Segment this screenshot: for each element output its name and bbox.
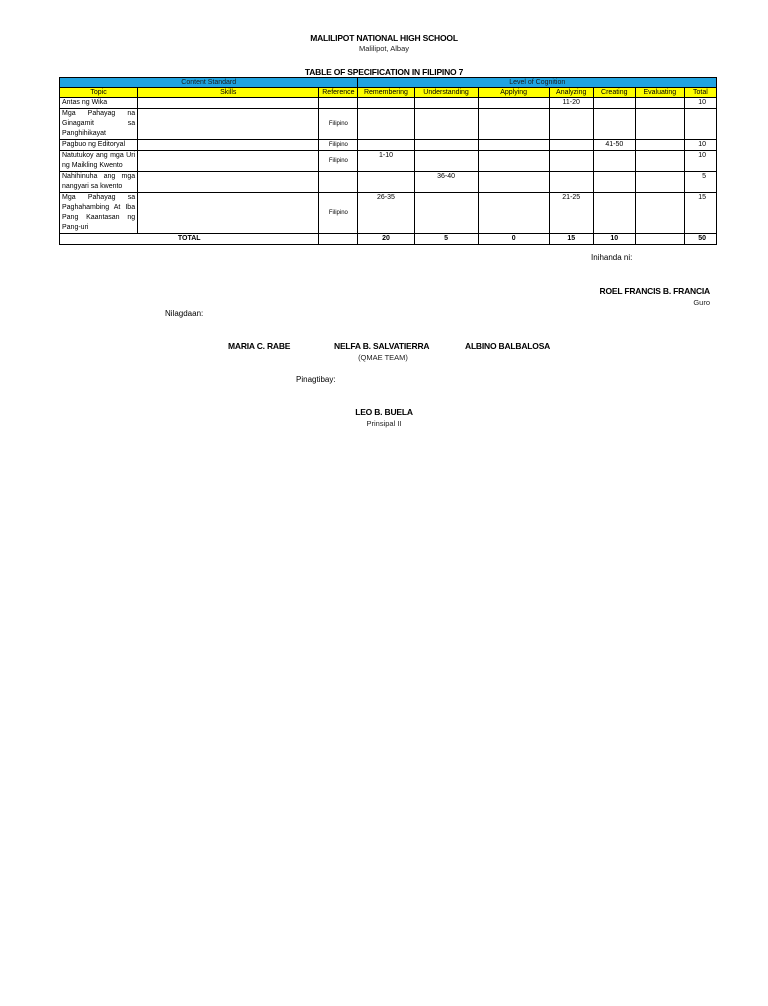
skills-cell	[138, 172, 319, 193]
col-header-applying: Applying	[478, 88, 549, 98]
skills-cell	[138, 140, 319, 151]
creating-cell	[593, 172, 635, 193]
total-cell: 15	[684, 193, 716, 234]
school-location: Malilipot, Albay	[358, 44, 410, 53]
reference-cell: Filipino	[319, 109, 358, 140]
total-cell: 10	[684, 98, 716, 109]
checker-name: NELFA B. SALVATIERRA	[334, 341, 430, 351]
approved-by-label: Pinagtibay:	[296, 375, 336, 384]
topic-cell: Nahihinuha ang mga nangyari sa kwento	[60, 172, 138, 193]
school-name: MALILIPOT NATIONAL HIGH SCHOOL	[310, 33, 458, 43]
topic-cell: Mga Pahayag na Ginagamit sa Panghihikayat	[60, 109, 138, 140]
table-title: TABLE OF SPECIFICATION IN FILIPINO 7	[304, 67, 464, 77]
table-row	[60, 172, 717, 193]
table-row	[60, 151, 717, 172]
total-evaluating	[635, 234, 684, 245]
col-header-remembering: Remembering	[358, 88, 414, 98]
creating-cell	[593, 109, 635, 140]
topic-cell: Pagbuo ng Editoryal	[60, 140, 138, 151]
col-header-topic: Topic	[60, 88, 138, 98]
total-label: TOTAL	[60, 234, 319, 245]
remembering-cell: 1-10	[358, 151, 414, 172]
evaluating-cell	[635, 98, 684, 109]
remembering-cell	[358, 98, 414, 109]
column-header-row	[60, 88, 717, 98]
evaluating-cell	[635, 109, 684, 140]
checked-by-label: Nilagdaan:	[165, 309, 204, 318]
total-understanding: 5	[414, 234, 478, 245]
checker-name: MARIA C. RABE	[228, 341, 291, 351]
creating-cell	[593, 193, 635, 234]
evaluating-cell	[635, 151, 684, 172]
table-row	[60, 98, 717, 109]
table-row	[60, 193, 717, 234]
understanding-cell	[414, 109, 478, 140]
principal-role: Prinsipal II	[366, 419, 402, 428]
applying-cell	[478, 172, 549, 193]
content-standard-header: Content Standard	[60, 78, 358, 88]
understanding-cell	[414, 140, 478, 151]
skills-cell	[138, 151, 319, 172]
col-header-evaluating: Evaluating	[635, 88, 684, 98]
total-applying: 0	[478, 234, 549, 245]
topic-cell: Mga Pahayag sa Paghahambing At Iba Pang Kaantasan ng Pang-uri	[60, 193, 138, 234]
evaluating-cell	[635, 193, 684, 234]
applying-cell	[478, 151, 549, 172]
remembering-cell	[358, 109, 414, 140]
reference-cell: Filipino	[319, 140, 358, 151]
team-label: (QMAE TEAM)	[358, 353, 408, 362]
col-header-skills: Skills	[138, 88, 319, 98]
total-reference-cell	[319, 234, 358, 245]
reference-cell	[319, 98, 358, 109]
evaluating-cell	[635, 172, 684, 193]
col-header-total: Total	[684, 88, 716, 98]
principal-name: LEO B. BUELA	[355, 407, 413, 417]
skills-cell	[138, 193, 319, 234]
applying-cell	[478, 140, 549, 151]
understanding-cell	[414, 151, 478, 172]
analyzing-cell	[549, 109, 593, 140]
applying-cell	[478, 109, 549, 140]
total-cell	[684, 109, 716, 140]
table-row	[60, 109, 717, 140]
col-header-creating: Creating	[593, 88, 635, 98]
table-row	[60, 140, 717, 151]
topic-cell: Natutukoy ang mga Uri ng Maikling Kwento	[60, 151, 138, 172]
col-header-understanding: Understanding	[414, 88, 478, 98]
skills-cell	[138, 109, 319, 140]
remembering-cell	[358, 140, 414, 151]
remembering-cell: 26-35	[358, 193, 414, 234]
group-header-row	[60, 78, 717, 88]
reference-cell: Filipino	[319, 151, 358, 172]
specification-table	[59, 77, 717, 245]
creating-cell	[593, 151, 635, 172]
skills-cell	[138, 98, 319, 109]
understanding-cell	[414, 193, 478, 234]
total-creating: 10	[593, 234, 635, 245]
total-analyzing: 15	[549, 234, 593, 245]
checker-name: ALBINO BALBALOSA	[465, 341, 551, 351]
total-cell: 10	[684, 151, 716, 172]
evaluating-cell	[635, 140, 684, 151]
total-cell: 5	[684, 172, 716, 193]
analyzing-cell	[549, 172, 593, 193]
applying-cell	[478, 193, 549, 234]
grand-total: 50	[684, 234, 716, 245]
analyzing-cell: 11-20	[549, 98, 593, 109]
remembering-cell	[358, 172, 414, 193]
teacher-role: Guro	[693, 298, 710, 307]
analyzing-cell: 21-25	[549, 193, 593, 234]
analyzing-cell	[549, 151, 593, 172]
prepared-by-label: Inihanda ni:	[591, 253, 633, 262]
analyzing-cell	[549, 140, 593, 151]
total-cell: 10	[684, 140, 716, 151]
creating-cell: 41-50	[593, 140, 635, 151]
total-remembering: 20	[358, 234, 414, 245]
understanding-cell	[414, 98, 478, 109]
reference-cell: Filipino	[319, 193, 358, 234]
col-header-reference: Reference	[319, 88, 358, 98]
col-header-analyzing: Analyzing	[549, 88, 593, 98]
applying-cell	[478, 98, 549, 109]
total-row	[60, 234, 717, 245]
creating-cell	[593, 98, 635, 109]
topic-cell: Antas ng Wika	[60, 98, 138, 109]
level-of-cognition-header: Level of Cognition	[358, 78, 717, 88]
teacher-name: ROEL FRANCIS B. FRANCIA	[599, 286, 710, 296]
reference-cell	[319, 172, 358, 193]
understanding-cell: 36-40	[414, 172, 478, 193]
